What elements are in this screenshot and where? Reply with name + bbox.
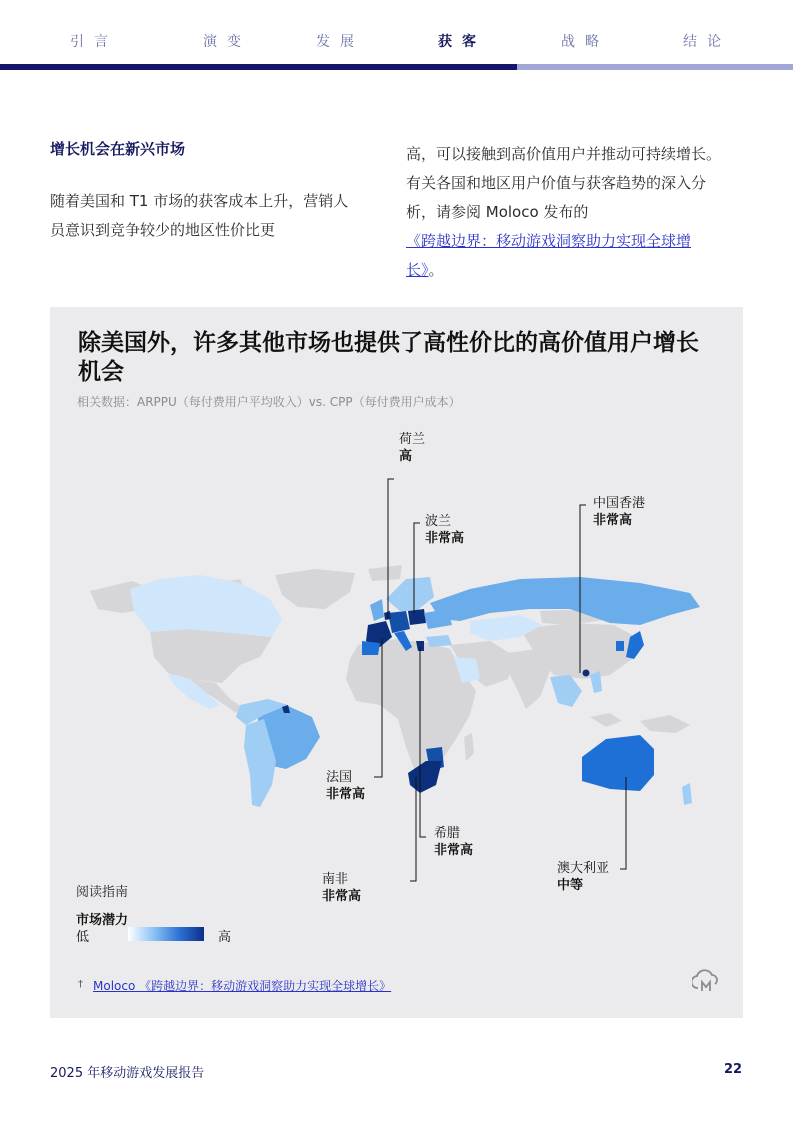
- callout-netherlands-country: 荷兰: [399, 432, 426, 447]
- nav-tab-intro[interactable]: 引言: [70, 34, 118, 50]
- callout-poland: [425, 513, 464, 547]
- market-taiwan-philippines: [590, 671, 602, 693]
- moloco-cloud-logo-icon: [692, 969, 718, 993]
- callout-hongkong-level: 非常高: [593, 513, 633, 528]
- callout-australia: [557, 860, 609, 894]
- report-title-footer: 2025 年移动游戏发展报告: [50, 1066, 205, 1081]
- callout-australia-level: 中等: [557, 878, 584, 893]
- market-iberia: [362, 641, 380, 655]
- market-scandinavia: [386, 577, 434, 611]
- legend-guide-title: 阅读指南: [76, 885, 129, 900]
- callout-line-australia: [620, 777, 626, 869]
- callout-southafrica-country: 南非: [322, 872, 349, 887]
- callout-poland-country: 波兰: [425, 514, 452, 529]
- market-poland: [408, 609, 426, 625]
- market-uk: [370, 599, 384, 621]
- world-map: [50, 307, 743, 1018]
- callout-southafrica-level: 非常高: [322, 889, 362, 904]
- callout-hongkong: [593, 495, 645, 529]
- legend-low-label: 低: [76, 930, 90, 945]
- market-australia: [582, 735, 654, 791]
- callout-poland-level: 非常高: [425, 531, 465, 546]
- market-new-zealand: [682, 783, 692, 805]
- market-turkey: [426, 635, 452, 647]
- callout-netherlands-level: 高: [399, 449, 413, 464]
- callout-greece: [434, 825, 473, 859]
- map-card: [50, 307, 743, 1018]
- market-southeast-asia: [550, 675, 582, 707]
- card-title: 除美国外，许多其他市场也提供了高性价比的高价值用户增长机会: [78, 330, 699, 385]
- nav-progress-filled: [0, 64, 517, 70]
- market-korea: [616, 641, 624, 651]
- legend-subtitle: 市场潜力: [76, 913, 129, 928]
- top-navigation: [0, 0, 793, 70]
- callout-france-level: 非常高: [326, 787, 366, 802]
- callout-southafrica: [322, 871, 361, 905]
- market-hong-kong: [583, 670, 590, 677]
- nav-tab-acquisition[interactable]: 获客: [438, 34, 486, 50]
- market-canada: [130, 575, 282, 637]
- body-text-right-main: 高，可以接触到高价值用户并推动可持续增长。有关各国和地区用户价值与获客趋势的深入分析，请参阅 Moloco 发布的: [406, 145, 722, 221]
- nav-tab-evolution[interactable]: 演变: [203, 34, 251, 50]
- nav-tab-conclusion[interactable]: 结论: [683, 34, 731, 50]
- market-eastern-europe: [424, 609, 452, 629]
- nav-tab-development[interactable]: 发展: [316, 34, 364, 50]
- nav-progress-remaining: [517, 64, 793, 70]
- body-text-right: [406, 140, 726, 285]
- section-heading: 增长机会在新兴市场: [50, 140, 186, 158]
- market-germany: [388, 611, 410, 633]
- callout-france-country: 法国: [326, 770, 353, 785]
- body-text-left: 随着美国和 T1 市场的获客成本上升，营销人员意识到竞争较少的地区性价比更: [50, 192, 349, 239]
- legend-gradient: [128, 927, 204, 941]
- body-text-right-end: 。: [428, 261, 444, 279]
- callout-line-southafrica: [410, 777, 416, 881]
- callout-france: [326, 769, 365, 803]
- footnote-link[interactable]: Moloco 《跨越边界：移动游戏洞察助力实现全球增长》: [93, 979, 392, 993]
- legend-high-label: 高: [218, 930, 232, 945]
- callout-australia-country: 澳大利亚: [557, 861, 610, 876]
- callout-greece-country: 希腊: [434, 826, 461, 841]
- report-link[interactable]: 《跨越边界：移动游戏洞察助力实现全球增长》: [406, 232, 692, 279]
- footnote-mark: †: [78, 979, 83, 990]
- nav-tab-strategy[interactable]: 战略: [561, 34, 609, 50]
- callout-netherlands: [399, 431, 425, 465]
- page-number: 22: [724, 1062, 743, 1077]
- callout-greece-level: 非常高: [434, 843, 474, 858]
- callout-hongkong-country: 中国香港: [593, 496, 646, 511]
- card-subtitle: 相关数据：ARPPU（每付费用户平均收入）vs. CPP（每付费用户成本）: [77, 395, 461, 409]
